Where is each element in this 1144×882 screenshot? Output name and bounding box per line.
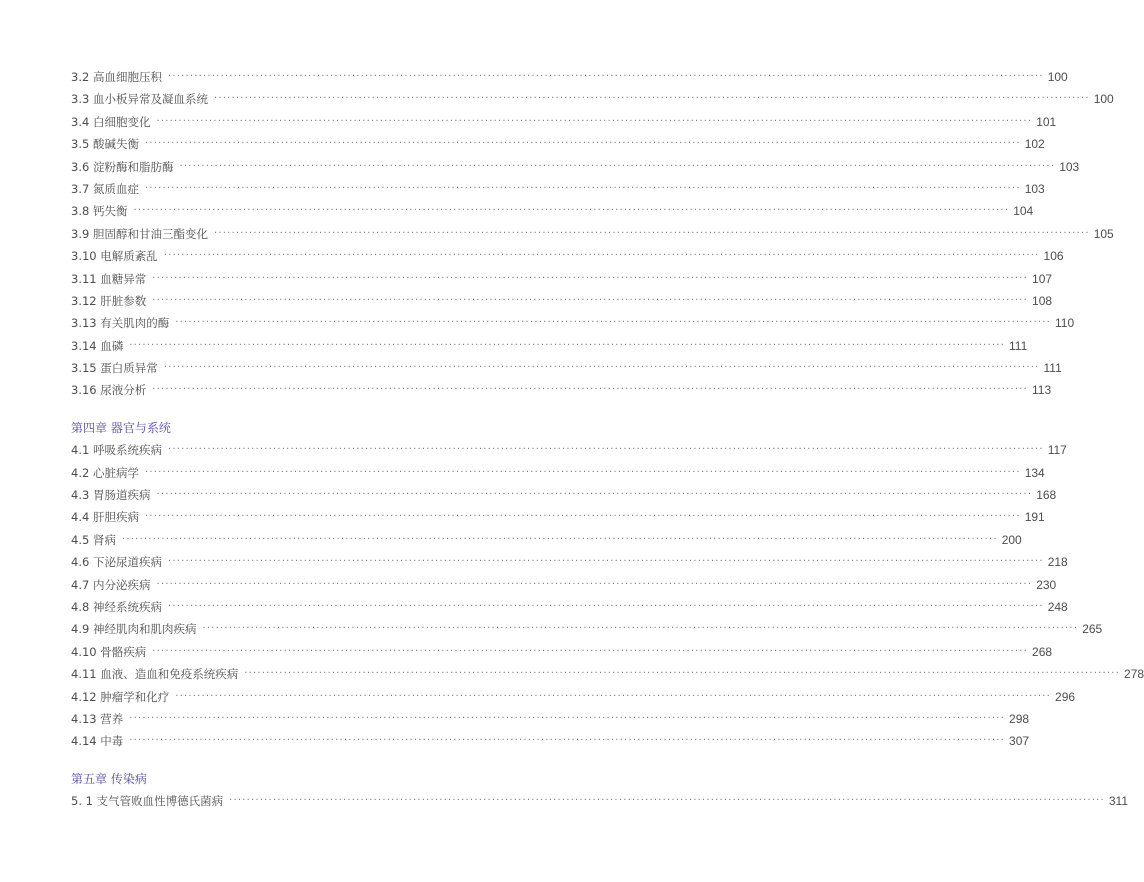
toc-entry-page-number: 311 xyxy=(1108,794,1128,809)
toc-entry-title: 4.10 骨骼疾病 xyxy=(71,644,147,659)
toc-entry-page-number: 100 xyxy=(1093,92,1114,107)
chapter-spacer xyxy=(71,402,530,417)
toc-entry[interactable] xyxy=(71,663,1144,685)
toc-entry-title: 4.1 呼吸系统疾病 xyxy=(71,443,162,458)
toc-entry-page-number: 265 xyxy=(1082,622,1103,637)
toc-entry[interactable] xyxy=(71,245,1064,267)
toc-entry-title: 3.11 血糖异常 xyxy=(71,271,147,286)
toc-entry[interactable] xyxy=(71,686,1076,708)
chapter-heading: 第五章 传染病 xyxy=(71,771,147,786)
toc-dot-leader: ········································································································································································································ xyxy=(156,115,1033,127)
toc-dot-leader: ········································································································································································································ xyxy=(129,712,1006,724)
toc-entry-page-number: 307 xyxy=(1009,734,1030,749)
toc-entry-page-number: 200 xyxy=(1001,532,1022,547)
toc-entry-title: 4.8 神经系统疾病 xyxy=(71,599,162,614)
toc-entry-title: 3.14 血磷 xyxy=(71,338,124,353)
toc-entry-title: 4.13 营养 xyxy=(71,711,124,726)
toc-entry-title: 3.7 氮质血症 xyxy=(71,181,139,196)
toc-entry[interactable] xyxy=(71,335,1028,357)
toc-entry-page-number: 101 xyxy=(1036,114,1057,129)
toc-dot-leader: ········································································································································································································ xyxy=(167,600,1044,612)
toc-entry[interactable] xyxy=(71,484,1057,506)
toc-entry-page-number: 278 xyxy=(1124,667,1144,682)
toc-dot-leader: ········································································································································································································ xyxy=(121,533,998,545)
toc-entry-title: 4.7 内分泌疾病 xyxy=(71,577,151,592)
toc-entry-title: 3.4 白细胞变化 xyxy=(71,114,151,129)
toc-dot-leader: ········································································································································································································ xyxy=(175,317,1052,329)
toc-dot-leader: ········································································································································································································ xyxy=(167,444,1044,456)
toc-entry-page-number: 191 xyxy=(1024,510,1045,525)
toc-entry-title: 3.15 蛋白质异常 xyxy=(71,361,158,376)
toc-entry-page-number: 111 xyxy=(1009,338,1028,353)
toc-dot-leader: ········································································································································································································ xyxy=(163,250,1040,262)
toc-dot-leader: ········································································································································································································ xyxy=(167,556,1044,568)
toc-entry-page-number: 100 xyxy=(1047,69,1068,84)
toc-entry-page-number: 103 xyxy=(1059,159,1080,174)
toc-entry[interactable] xyxy=(71,730,1030,752)
toc-entry[interactable] xyxy=(71,439,1067,461)
toc-entry-title: 3.12 肝脏参数 xyxy=(71,293,147,308)
toc-dot-leader: ········································································································································································································ xyxy=(152,384,1029,396)
toc-dot-leader: ········································································································································································································ xyxy=(152,294,1029,306)
toc-entry[interactable] xyxy=(71,641,1053,663)
toc-entry-title: 3.3 血小板异常及凝血系统 xyxy=(71,92,208,107)
toc-dot-leader: ········································································································································································································ xyxy=(152,645,1029,657)
toc-entry[interactable] xyxy=(71,66,1068,88)
chapter-heading: 第四章 器官与系统 xyxy=(71,420,171,435)
toc-entry-page-number: 110 xyxy=(1055,316,1075,331)
toc-entry-page-number: 103 xyxy=(1024,181,1045,196)
toc-entry-title: 3.5 酸碱失衡 xyxy=(71,137,139,152)
toc-dot-leader: ········································································································································································································ xyxy=(144,466,1021,478)
chapter-spacer xyxy=(71,753,530,768)
toc-entry-page-number: 218 xyxy=(1047,555,1068,570)
toc-entry[interactable] xyxy=(71,200,1034,222)
toc-entry-page-number: 102 xyxy=(1024,137,1045,152)
toc-entry-title: 3.6 淀粉酶和脂肪酶 xyxy=(71,159,174,174)
toc-entry[interactable] xyxy=(71,574,1057,596)
toc-entry-title: 4.4 肝胆疾病 xyxy=(71,510,139,525)
toc-entry-page-number: 298 xyxy=(1009,711,1030,726)
toc-entry-title: 3.16 尿液分析 xyxy=(71,383,147,398)
toc-entry-title: 4.5 肾病 xyxy=(71,532,116,547)
toc-dot-leader: ········································································································································································································ xyxy=(229,795,1105,807)
toc-entry[interactable] xyxy=(71,618,1103,640)
toc-entry-title: 3.2 高血细胞压积 xyxy=(71,69,162,84)
toc-dot-leader: ········································································································································································································ xyxy=(175,690,1052,702)
toc-entry-page-number: 296 xyxy=(1055,689,1076,704)
toc-entry[interactable] xyxy=(71,312,1075,334)
table-of-contents xyxy=(71,66,1144,813)
toc-dot-leader: ········································································································································································································ xyxy=(179,160,1056,172)
toc-entry-page-number: 268 xyxy=(1032,644,1053,659)
toc-entry-page-number: 107 xyxy=(1032,271,1053,286)
toc-entry[interactable] xyxy=(71,178,1045,200)
toc-entry[interactable] xyxy=(71,462,1045,484)
toc-dot-leader: ········································································································································································································ xyxy=(129,735,1006,747)
toc-dot-leader: ········································································································································································································ xyxy=(202,623,1079,635)
toc-entry[interactable] xyxy=(71,506,1045,528)
toc-entry-title: 4.2 心脏病学 xyxy=(71,465,139,480)
toc-entry-page-number: 134 xyxy=(1024,465,1045,480)
toc-dot-leader: ········································································································································································································ xyxy=(156,578,1033,590)
toc-dot-leader: ········································································································································································································ xyxy=(213,93,1090,105)
toc-entry-title: 3.10 电解质紊乱 xyxy=(71,249,158,264)
toc-entry-page-number: 108 xyxy=(1032,293,1053,308)
toc-entry-title: 3.8 钙失衡 xyxy=(71,204,128,219)
toc-entry-title: 4.14 中毒 xyxy=(71,734,124,749)
toc-entry-title: 4.9 神经肌肉和肌肉疾病 xyxy=(71,622,197,637)
toc-entry-page-number: 168 xyxy=(1036,488,1057,503)
toc-dot-leader: ········································································································································································································ xyxy=(167,70,1044,82)
toc-dot-leader: ········································································································································································································ xyxy=(156,489,1033,501)
toc-entry-title: 4.3 胃肠道疾病 xyxy=(71,488,151,503)
toc-entry-page-number: 106 xyxy=(1043,249,1064,264)
toc-entry-page-number: 104 xyxy=(1013,204,1034,219)
toc-entry[interactable] xyxy=(71,708,1030,730)
toc-entry-title: 3.9 胆固醇和甘油三酯变化 xyxy=(71,226,208,241)
toc-dot-leader: ········································································································································································································ xyxy=(133,205,1010,217)
toc-dot-leader: ········································································································································································································ xyxy=(144,182,1021,194)
toc-entry[interactable] xyxy=(71,88,1114,110)
toc-entry-title: 3.13 有关肌肉的酶 xyxy=(71,316,170,331)
toc-entry-title: 4.6 下泌尿道疾病 xyxy=(71,555,162,570)
toc-entry[interactable] xyxy=(71,133,1045,155)
toc-dot-leader: ········································································································································································································ xyxy=(144,511,1021,523)
toc-entry[interactable] xyxy=(71,596,1068,618)
toc-entry-page-number: 111 xyxy=(1043,361,1062,376)
toc-entry[interactable] xyxy=(71,111,1057,133)
toc-entry-title: 4.12 肿瘤学和化疗 xyxy=(71,689,170,704)
toc-entry[interactable] xyxy=(71,268,1053,290)
toc-entry-title: 4.11 血液、造血和免疫系统疾病 xyxy=(71,667,239,682)
toc-entry[interactable] xyxy=(71,357,1062,379)
toc-entry[interactable] xyxy=(71,223,1114,245)
toc-dot-leader: ········································································································································································································ xyxy=(213,227,1090,239)
toc-entry[interactable] xyxy=(71,379,1052,401)
toc-entry-page-number: 117 xyxy=(1047,443,1067,458)
toc-entry[interactable] xyxy=(71,156,1080,178)
toc-entry[interactable] xyxy=(71,290,1053,312)
toc-entry[interactable] xyxy=(71,529,1022,551)
toc-entry[interactable] xyxy=(71,790,1128,812)
toc-entry-page-number: 230 xyxy=(1036,577,1057,592)
toc-entry[interactable] xyxy=(71,551,1068,573)
toc-entry-page-number: 113 xyxy=(1032,383,1052,398)
toc-dot-leader: ········································································································································································································ xyxy=(152,272,1029,284)
toc-entry-title: 5. 1 支气管败血性博德氏菌病 xyxy=(71,794,224,809)
toc-entry-page-number: 248 xyxy=(1047,599,1068,614)
toc-entry-page-number: 105 xyxy=(1093,226,1114,241)
toc-dot-leader: ········································································································································································································ xyxy=(144,138,1021,150)
toc-dot-leader: ········································································································································································································ xyxy=(244,668,1121,680)
toc-dot-leader: ········································································································································································································ xyxy=(163,362,1040,374)
toc-dot-leader: ········································································································································································································ xyxy=(129,339,1006,351)
